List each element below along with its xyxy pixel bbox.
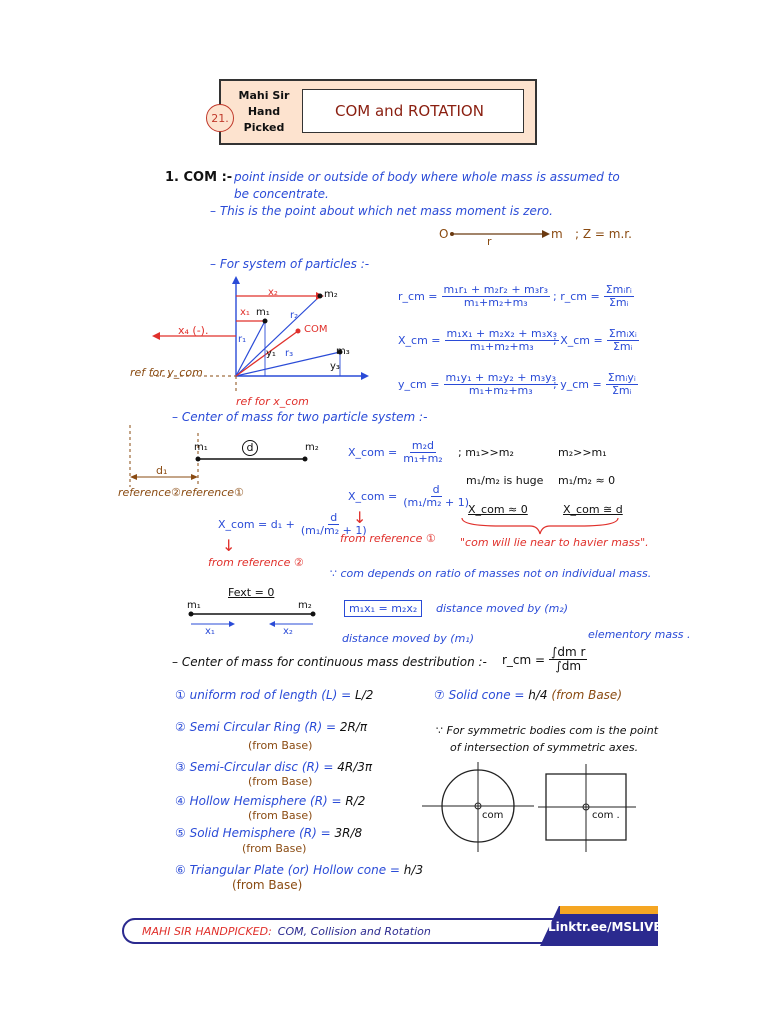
case1-heading: ; m₁>>m₂	[458, 446, 514, 459]
header-left-label: Mahi Sir Hand Picked	[238, 89, 290, 134]
list-item-note: (from Base)	[248, 739, 313, 752]
symmetry-note-line1: ∵ For symmetric bodies com is the point	[436, 724, 659, 737]
reference-2-label: reference②	[118, 486, 181, 499]
page-title: COM and ROTATION	[302, 89, 524, 133]
moment-origin-label: O	[439, 227, 449, 241]
rcm-formula: r_cm = $\frac{\text{m₁r₁ + m₂r₂ + m₃r₃}}{\text{m₁+m₂+m₃}}$	[398, 283, 549, 310]
list-item-note: (from Base)	[248, 809, 313, 822]
footer-accent	[560, 906, 658, 914]
mass-moment-line: – This is the point about which net mass moment is zero.	[210, 204, 553, 218]
case2-ratio: m₁/m₂ ≈ 0	[558, 474, 616, 487]
chapter-number-badge: 21.	[206, 104, 234, 132]
down-arrow-ref2: ↓	[222, 536, 236, 555]
diagram-m1-label: m₁	[256, 307, 270, 318]
diagram-com-label: COM	[304, 324, 328, 335]
down-arrow-ref1: ↓	[353, 508, 367, 527]
continuous-heading: – Center of mass for continuous mass destribution :-	[172, 655, 487, 669]
xcom-formula-2: X_com = $\frac{d}{\text{(m₁/m₂ + 1)}}$	[348, 483, 469, 510]
tp-d1-label: d₁	[156, 464, 168, 477]
ratio-note: ∵ com depends on ratio of masses not on individual mass.	[330, 567, 652, 580]
moment-arrow	[450, 227, 550, 257]
list-item: ④ Hollow Hemisphere (R) = R/2	[175, 794, 366, 808]
reference-1-label: reference①	[181, 486, 244, 499]
xcom-formula-3: X_com = d₁ + $\frac{d}{\text{(m₁/m₂ + 1)}}$	[218, 511, 367, 538]
diagram-r1-label: r₁	[238, 334, 247, 345]
case1-ratio: m₁/m₂ is huge	[466, 474, 544, 487]
com-label-square: com .	[592, 810, 620, 821]
diagram-m3-label: m₃	[336, 346, 350, 357]
diagram-r2-label: r₂	[290, 310, 299, 321]
fext-m1-label: m₁	[187, 600, 201, 611]
case1-result: X_com ≈ 0	[468, 503, 528, 516]
symmetry-diagrams	[420, 762, 650, 856]
two-particle-heading: – Center of mass for two particle system :-	[172, 410, 428, 424]
two-particle-diagram	[125, 425, 325, 495]
diagram-x4-label: x₄ (-).	[178, 324, 209, 337]
footer-link[interactable]: Linktr.ee/MSLIVE	[548, 920, 662, 934]
list-item: ⑤ Solid Hemisphere (R) = 3R/8	[175, 826, 363, 840]
diagram-x2-label: x₂	[268, 287, 278, 298]
moment-equation: ; Z = m.r.	[575, 227, 632, 241]
xcom-formula-1: X_com = $\frac{\text{m₂d}}{\text{m₁+m₂}}$	[348, 439, 443, 466]
com-label-circle: com	[482, 810, 504, 821]
tp-d-label: d	[242, 440, 258, 456]
rcm-short-formula: ; r_cm = $\frac{\text{Σmᵢrᵢ}}{\text{Σmᵢ}}$	[553, 283, 632, 310]
cases-brace	[460, 516, 620, 536]
moment-m-label: m	[551, 227, 563, 241]
diagram-x1-label: x₁	[240, 307, 250, 318]
from-reference-2-label: from reference ②	[208, 556, 304, 569]
fext-x1-label: x₁	[205, 626, 215, 637]
fext-m2-label: m₂	[298, 600, 312, 611]
list-item: ⑥ Triangular Plate (or) Hollow cone = h/3	[175, 863, 424, 877]
move-equation: m₁x₁ = m₂x₂	[344, 600, 422, 617]
section-com-label: 1. COM :-	[165, 170, 233, 185]
symmetry-note-line2: of intersection of symmetric axes.	[450, 741, 639, 754]
ycm-formula: y_cm = $\frac{\text{m₁y₁ + m₂y₂ + m₃y₃}}{\text{m₁+m₂+m₃}}$	[398, 371, 557, 398]
list-item: ③ Semi-Circular disc (R) = 4R/3π	[175, 760, 373, 774]
ref-for-xcom-label: ref for x_com	[236, 395, 309, 408]
list-item: ② Semi Circular Ring (R) = 2R/π	[175, 720, 368, 734]
com-definition-line1: point inside or outside of body where whole mass is assumed to	[234, 170, 620, 184]
xcm-short-formula: ; X_cm = $\frac{\text{Σmᵢxᵢ}}{\text{Σmᵢ}}$	[553, 327, 637, 354]
distance-moved-m1: distance moved by (m₁)	[342, 632, 475, 645]
com-definition-line2: be concentrate.	[234, 187, 329, 201]
fext-label: Fext = 0	[228, 586, 275, 599]
diagram-y3-label: y₃	[330, 361, 340, 372]
tp-m2-label: m₂	[305, 442, 319, 453]
heavier-mass-note: "com will lie near to havier mass".	[460, 536, 649, 549]
diagram-r3-label: r₃	[285, 348, 294, 359]
system-of-particles-label: – For system of particles :-	[210, 257, 370, 271]
list-item-note: (from Base)	[232, 878, 303, 892]
moment-r-label: r	[487, 235, 492, 248]
list-item: ① uniform rod of length (L) = L/2	[175, 688, 374, 702]
case2-result: X_com ≅ d	[563, 503, 623, 516]
list-item-note: (from Base)	[248, 775, 313, 788]
ycm-short-formula: ; y_cm = $\frac{\text{Σmᵢyᵢ}}{\text{Σmᵢ}}$	[553, 371, 636, 398]
xcm-formula: X_cm = $\frac{\text{m₁x₁ + m₂x₂ + m₃x₃}}{\text{m₁+m₂+m₃}}$	[398, 327, 558, 354]
from-reference-1-label: from reference ①	[340, 532, 436, 545]
diagram-m2-label: m₂	[324, 289, 338, 300]
fext-x2-label: x₂	[283, 626, 293, 637]
distance-moved-m2: distance moved by (m₂)	[436, 602, 569, 615]
list-item: ⑦ Solid cone = h/4 (from Base)	[434, 688, 622, 702]
continuous-rcm-formula: r_cm = $\frac{\text{∫dm r}}{\int dm}$	[502, 645, 586, 674]
case2-heading: m₂>>m₁	[558, 446, 607, 459]
list-item-note: (from Base)	[242, 842, 307, 855]
footer-text: COM, Collision and Rotation	[277, 924, 431, 938]
diagram-y1-label: y₁	[266, 348, 276, 359]
elementory-mass-note: elementory mass .	[588, 628, 691, 641]
tp-m1-label: m₁	[194, 442, 208, 453]
ref-for-ycom-label: ref for y_com	[130, 366, 203, 379]
footer-label: MAHI SIR HANDPICKED:	[142, 924, 272, 938]
